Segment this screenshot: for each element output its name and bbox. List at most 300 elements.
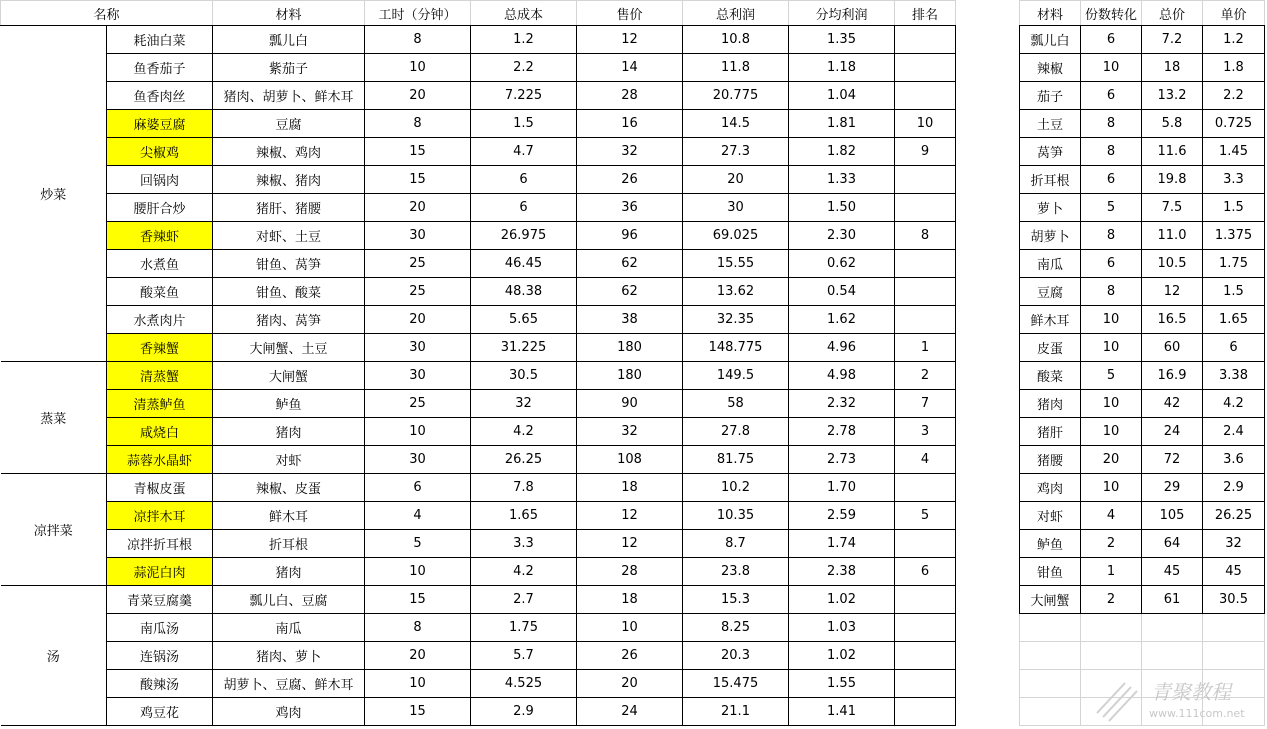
rank-cell[interactable]: 9: [895, 138, 956, 166]
avg-profit-cell[interactable]: 1.03: [789, 614, 895, 642]
portion-cell[interactable]: 10: [1081, 334, 1142, 362]
dish-name-cell[interactable]: 咸烧白: [107, 418, 213, 446]
portion-cell[interactable]: 10: [1081, 54, 1142, 82]
empty-cell[interactable]: [1081, 698, 1142, 726]
time-cell[interactable]: 10: [365, 418, 471, 446]
cost-cell[interactable]: 2.2: [471, 54, 577, 82]
price-cell[interactable]: 10: [577, 614, 683, 642]
empty-cell[interactable]: [1020, 698, 1081, 726]
total-price-cell[interactable]: 7.5: [1142, 194, 1203, 222]
avg-profit-cell[interactable]: 1.02: [789, 586, 895, 614]
category-cell[interactable]: 炒菜: [1, 26, 107, 362]
cost-cell[interactable]: 26.975: [471, 222, 577, 250]
materials-cell[interactable]: 对虾、土豆: [213, 222, 365, 250]
unit-price-cell[interactable]: 1.8: [1203, 54, 1265, 82]
unit-price-cell[interactable]: 3.3: [1203, 166, 1265, 194]
ingredient-cell[interactable]: 鲜木耳: [1020, 306, 1081, 334]
total-price-cell[interactable]: 10.5: [1142, 250, 1203, 278]
price-cell[interactable]: 180: [577, 362, 683, 390]
price-cell[interactable]: 32: [577, 138, 683, 166]
materials-cell[interactable]: 辣椒、猪肉: [213, 166, 365, 194]
rank-cell[interactable]: 4: [895, 446, 956, 474]
profit-cell[interactable]: 10.35: [683, 502, 789, 530]
price-cell[interactable]: 62: [577, 278, 683, 306]
column-header[interactable]: 材料: [213, 1, 365, 26]
time-cell[interactable]: 20: [365, 194, 471, 222]
total-price-cell[interactable]: 16.5: [1142, 306, 1203, 334]
ingredient-cell[interactable]: 茄子: [1020, 82, 1081, 110]
empty-cell[interactable]: [1081, 642, 1142, 670]
avg-profit-cell[interactable]: 1.41: [789, 698, 895, 726]
dish-name-cell[interactable]: 香辣蟹: [107, 334, 213, 362]
rank-cell[interactable]: 3: [895, 418, 956, 446]
column-header[interactable]: 份数转化: [1081, 1, 1142, 26]
dish-name-cell[interactable]: 鱼香茄子: [107, 54, 213, 82]
rank-cell[interactable]: [895, 474, 956, 502]
avg-profit-cell[interactable]: 1.55: [789, 670, 895, 698]
ingredient-cell[interactable]: 萝卜: [1020, 194, 1081, 222]
price-cell[interactable]: 32: [577, 418, 683, 446]
avg-profit-cell[interactable]: 1.50: [789, 194, 895, 222]
price-cell[interactable]: 12: [577, 502, 683, 530]
time-cell[interactable]: 10: [365, 670, 471, 698]
portion-cell[interactable]: 1: [1081, 558, 1142, 586]
dish-name-cell[interactable]: 蒜泥白肉: [107, 558, 213, 586]
unit-price-cell[interactable]: 32: [1203, 530, 1265, 558]
profit-cell[interactable]: 30: [683, 194, 789, 222]
dish-name-cell[interactable]: 水煮肉片: [107, 306, 213, 334]
dish-name-cell[interactable]: 耗油白菜: [107, 26, 213, 54]
profit-cell[interactable]: 32.35: [683, 306, 789, 334]
profit-cell[interactable]: 15.475: [683, 670, 789, 698]
avg-profit-cell[interactable]: 0.62: [789, 250, 895, 278]
rank-cell[interactable]: [895, 26, 956, 54]
price-cell[interactable]: 90: [577, 390, 683, 418]
cost-cell[interactable]: 26.25: [471, 446, 577, 474]
avg-profit-cell[interactable]: 1.74: [789, 530, 895, 558]
empty-cell[interactable]: [1142, 670, 1203, 698]
materials-cell[interactable]: 胡萝卜、豆腐、鲜木耳: [213, 670, 365, 698]
cost-cell[interactable]: 1.75: [471, 614, 577, 642]
materials-cell[interactable]: 辣椒、鸡肉: [213, 138, 365, 166]
portion-cell[interactable]: 6: [1081, 82, 1142, 110]
column-header[interactable]: 单价: [1203, 1, 1265, 26]
ingredient-cell[interactable]: 猪腰: [1020, 446, 1081, 474]
cost-cell[interactable]: 2.7: [471, 586, 577, 614]
cost-cell[interactable]: 4.525: [471, 670, 577, 698]
cost-cell[interactable]: 4.2: [471, 558, 577, 586]
profit-cell[interactable]: 14.5: [683, 110, 789, 138]
empty-cell[interactable]: [1203, 698, 1265, 726]
portion-cell[interactable]: 6: [1081, 250, 1142, 278]
time-cell[interactable]: 15: [365, 586, 471, 614]
time-cell[interactable]: 30: [365, 334, 471, 362]
profit-cell[interactable]: 20.3: [683, 642, 789, 670]
unit-price-cell[interactable]: 3.6: [1203, 446, 1265, 474]
profit-cell[interactable]: 15.3: [683, 586, 789, 614]
profit-cell[interactable]: 27.3: [683, 138, 789, 166]
price-cell[interactable]: 26: [577, 642, 683, 670]
materials-cell[interactable]: 猪肝、猪腰: [213, 194, 365, 222]
materials-cell[interactable]: 瓢儿白: [213, 26, 365, 54]
empty-cell[interactable]: [1203, 614, 1265, 642]
avg-profit-cell[interactable]: 2.32: [789, 390, 895, 418]
empty-cell[interactable]: [1020, 642, 1081, 670]
cost-cell[interactable]: 1.5: [471, 110, 577, 138]
time-cell[interactable]: 8: [365, 614, 471, 642]
dish-name-cell[interactable]: 连锅汤: [107, 642, 213, 670]
price-cell[interactable]: 28: [577, 558, 683, 586]
materials-cell[interactable]: 猪肉、胡萝卜、鲜木耳: [213, 82, 365, 110]
materials-cell[interactable]: 豆腐: [213, 110, 365, 138]
time-cell[interactable]: 10: [365, 54, 471, 82]
materials-cell[interactable]: 猪肉: [213, 418, 365, 446]
category-cell[interactable]: 汤: [1, 586, 107, 726]
materials-cell[interactable]: 鸡肉: [213, 698, 365, 726]
unit-price-cell[interactable]: 45: [1203, 558, 1265, 586]
cost-cell[interactable]: 4.2: [471, 418, 577, 446]
total-price-cell[interactable]: 61: [1142, 586, 1203, 614]
unit-price-cell[interactable]: 2.4: [1203, 418, 1265, 446]
profit-cell[interactable]: 15.55: [683, 250, 789, 278]
ingredient-cell[interactable]: 钳鱼: [1020, 558, 1081, 586]
avg-profit-cell[interactable]: 1.70: [789, 474, 895, 502]
materials-cell[interactable]: 鲈鱼: [213, 390, 365, 418]
total-price-cell[interactable]: 18: [1142, 54, 1203, 82]
column-header[interactable]: 分均利润: [789, 1, 895, 26]
price-cell[interactable]: 28: [577, 82, 683, 110]
dish-name-cell[interactable]: 清蒸蟹: [107, 362, 213, 390]
profit-cell[interactable]: 148.775: [683, 334, 789, 362]
dish-name-cell[interactable]: 水煮鱼: [107, 250, 213, 278]
avg-profit-cell[interactable]: 1.02: [789, 642, 895, 670]
total-price-cell[interactable]: 7.2: [1142, 26, 1203, 54]
time-cell[interactable]: 25: [365, 250, 471, 278]
portion-cell[interactable]: 6: [1081, 166, 1142, 194]
rank-cell[interactable]: [895, 670, 956, 698]
materials-cell[interactable]: 大闸蟹、土豆: [213, 334, 365, 362]
empty-cell[interactable]: [1142, 614, 1203, 642]
column-header[interactable]: 材料: [1020, 1, 1081, 26]
ingredient-cell[interactable]: 皮蛋: [1020, 334, 1081, 362]
materials-cell[interactable]: 鲜木耳: [213, 502, 365, 530]
profit-cell[interactable]: 11.8: [683, 54, 789, 82]
rank-cell[interactable]: [895, 586, 956, 614]
rank-cell[interactable]: [895, 278, 956, 306]
rank-cell[interactable]: [895, 194, 956, 222]
dish-name-cell[interactable]: 蒜蓉水晶虾: [107, 446, 213, 474]
rank-cell[interactable]: [895, 642, 956, 670]
total-price-cell[interactable]: 11.6: [1142, 138, 1203, 166]
total-price-cell[interactable]: 19.8: [1142, 166, 1203, 194]
price-cell[interactable]: 96: [577, 222, 683, 250]
dish-name-cell[interactable]: 尖椒鸡: [107, 138, 213, 166]
total-price-cell[interactable]: 24: [1142, 418, 1203, 446]
portion-cell[interactable]: 8: [1081, 278, 1142, 306]
rank-cell[interactable]: [895, 250, 956, 278]
materials-cell[interactable]: 瓢儿白、豆腐: [213, 586, 365, 614]
rank-cell[interactable]: [895, 530, 956, 558]
total-price-cell[interactable]: 12: [1142, 278, 1203, 306]
dish-name-cell[interactable]: 香辣虾: [107, 222, 213, 250]
portion-cell[interactable]: 6: [1081, 26, 1142, 54]
dish-name-cell[interactable]: 青椒皮蛋: [107, 474, 213, 502]
avg-profit-cell[interactable]: 1.33: [789, 166, 895, 194]
empty-cell[interactable]: [1203, 670, 1265, 698]
dish-name-cell[interactable]: 酸菜鱼: [107, 278, 213, 306]
materials-cell[interactable]: 钳鱼、莴笋: [213, 250, 365, 278]
cost-cell[interactable]: 46.45: [471, 250, 577, 278]
dish-name-cell[interactable]: 鸡豆花: [107, 698, 213, 726]
materials-cell[interactable]: 猪肉、萝卜: [213, 642, 365, 670]
total-price-cell[interactable]: 60: [1142, 334, 1203, 362]
ingredient-cell[interactable]: 猪肝: [1020, 418, 1081, 446]
avg-profit-cell[interactable]: 4.96: [789, 334, 895, 362]
materials-cell[interactable]: 猪肉、莴笋: [213, 306, 365, 334]
profit-cell[interactable]: 27.8: [683, 418, 789, 446]
column-header[interactable]: 总价: [1142, 1, 1203, 26]
unit-price-cell[interactable]: 2.9: [1203, 474, 1265, 502]
portion-cell[interactable]: 2: [1081, 530, 1142, 558]
time-cell[interactable]: 30: [365, 222, 471, 250]
profit-cell[interactable]: 149.5: [683, 362, 789, 390]
ingredient-cell[interactable]: 莴笋: [1020, 138, 1081, 166]
unit-price-cell[interactable]: 26.25: [1203, 502, 1265, 530]
column-header[interactable]: 工时（分钟）: [365, 1, 471, 26]
cost-cell[interactable]: 7.8: [471, 474, 577, 502]
price-cell[interactable]: 180: [577, 334, 683, 362]
avg-profit-cell[interactable]: 1.62: [789, 306, 895, 334]
rank-cell[interactable]: 2: [895, 362, 956, 390]
rank-cell[interactable]: [895, 698, 956, 726]
ingredient-cell[interactable]: 酸菜: [1020, 362, 1081, 390]
ingredient-cell[interactable]: 胡萝卜: [1020, 222, 1081, 250]
dish-name-cell[interactable]: 回锅肉: [107, 166, 213, 194]
dish-name-cell[interactable]: 麻婆豆腐: [107, 110, 213, 138]
portion-cell[interactable]: 20: [1081, 446, 1142, 474]
portion-cell[interactable]: 4: [1081, 502, 1142, 530]
price-cell[interactable]: 18: [577, 474, 683, 502]
price-cell[interactable]: 38: [577, 306, 683, 334]
time-cell[interactable]: 25: [365, 390, 471, 418]
cost-cell[interactable]: 5.7: [471, 642, 577, 670]
rank-cell[interactable]: [895, 82, 956, 110]
materials-cell[interactable]: 辣椒、皮蛋: [213, 474, 365, 502]
time-cell[interactable]: 15: [365, 166, 471, 194]
portion-cell[interactable]: 10: [1081, 474, 1142, 502]
avg-profit-cell[interactable]: 4.98: [789, 362, 895, 390]
empty-cell[interactable]: [1142, 698, 1203, 726]
unit-price-cell[interactable]: 0.725: [1203, 110, 1265, 138]
ingredient-cell[interactable]: 南瓜: [1020, 250, 1081, 278]
avg-profit-cell[interactable]: 2.78: [789, 418, 895, 446]
price-cell[interactable]: 108: [577, 446, 683, 474]
materials-cell[interactable]: 南瓜: [213, 614, 365, 642]
materials-cell[interactable]: 大闸蟹: [213, 362, 365, 390]
portion-cell[interactable]: 8: [1081, 110, 1142, 138]
rank-cell[interactable]: 7: [895, 390, 956, 418]
unit-price-cell[interactable]: 1.75: [1203, 250, 1265, 278]
dish-name-cell[interactable]: 酸辣汤: [107, 670, 213, 698]
cost-cell[interactable]: 6: [471, 166, 577, 194]
cost-cell[interactable]: 30.5: [471, 362, 577, 390]
total-price-cell[interactable]: 5.8: [1142, 110, 1203, 138]
total-price-cell[interactable]: 64: [1142, 530, 1203, 558]
dish-name-cell[interactable]: 腰肝合炒: [107, 194, 213, 222]
dish-name-cell[interactable]: 清蒸鲈鱼: [107, 390, 213, 418]
profit-cell[interactable]: 69.025: [683, 222, 789, 250]
avg-profit-cell[interactable]: 0.54: [789, 278, 895, 306]
total-price-cell[interactable]: 45: [1142, 558, 1203, 586]
empty-cell[interactable]: [1203, 642, 1265, 670]
cost-cell[interactable]: 32: [471, 390, 577, 418]
column-header[interactable]: 名称: [1, 1, 213, 26]
time-cell[interactable]: 6: [365, 474, 471, 502]
price-cell[interactable]: 24: [577, 698, 683, 726]
price-cell[interactable]: 20: [577, 670, 683, 698]
rank-cell[interactable]: 5: [895, 502, 956, 530]
empty-cell[interactable]: [1081, 614, 1142, 642]
rank-cell[interactable]: [895, 614, 956, 642]
avg-profit-cell[interactable]: 2.30: [789, 222, 895, 250]
price-cell[interactable]: 14: [577, 54, 683, 82]
total-price-cell[interactable]: 42: [1142, 390, 1203, 418]
time-cell[interactable]: 30: [365, 446, 471, 474]
price-cell[interactable]: 12: [577, 26, 683, 54]
cost-cell[interactable]: 6: [471, 194, 577, 222]
time-cell[interactable]: 20: [365, 306, 471, 334]
profit-cell[interactable]: 81.75: [683, 446, 789, 474]
profit-cell[interactable]: 20.775: [683, 82, 789, 110]
time-cell[interactable]: 15: [365, 698, 471, 726]
profit-cell[interactable]: 10.2: [683, 474, 789, 502]
ingredient-cell[interactable]: 大闸蟹: [1020, 586, 1081, 614]
ingredient-cell[interactable]: 折耳根: [1020, 166, 1081, 194]
avg-profit-cell[interactable]: 2.38: [789, 558, 895, 586]
portion-cell[interactable]: 10: [1081, 418, 1142, 446]
profit-cell[interactable]: 8.25: [683, 614, 789, 642]
empty-cell[interactable]: [1020, 670, 1081, 698]
profit-cell[interactable]: 23.8: [683, 558, 789, 586]
rank-cell[interactable]: [895, 54, 956, 82]
price-cell[interactable]: 16: [577, 110, 683, 138]
total-price-cell[interactable]: 13.2: [1142, 82, 1203, 110]
total-price-cell[interactable]: 16.9: [1142, 362, 1203, 390]
time-cell[interactable]: 25: [365, 278, 471, 306]
rank-cell[interactable]: 10: [895, 110, 956, 138]
profit-cell[interactable]: 13.62: [683, 278, 789, 306]
portion-cell[interactable]: 8: [1081, 138, 1142, 166]
time-cell[interactable]: 8: [365, 110, 471, 138]
unit-price-cell[interactable]: 1.5: [1203, 194, 1265, 222]
cost-cell[interactable]: 4.7: [471, 138, 577, 166]
dish-name-cell[interactable]: 凉拌木耳: [107, 502, 213, 530]
price-cell[interactable]: 62: [577, 250, 683, 278]
profit-cell[interactable]: 58: [683, 390, 789, 418]
price-cell[interactable]: 36: [577, 194, 683, 222]
materials-cell[interactable]: 钳鱼、酸菜: [213, 278, 365, 306]
total-price-cell[interactable]: 11.0: [1142, 222, 1203, 250]
avg-profit-cell[interactable]: 1.82: [789, 138, 895, 166]
unit-price-cell[interactable]: 6: [1203, 334, 1265, 362]
ingredient-cell[interactable]: 鸡肉: [1020, 474, 1081, 502]
cost-cell[interactable]: 5.65: [471, 306, 577, 334]
category-cell[interactable]: 蒸菜: [1, 362, 107, 474]
ingredient-cell[interactable]: 土豆: [1020, 110, 1081, 138]
time-cell[interactable]: 20: [365, 642, 471, 670]
portion-cell[interactable]: 10: [1081, 390, 1142, 418]
unit-price-cell[interactable]: 3.38: [1203, 362, 1265, 390]
total-price-cell[interactable]: 72: [1142, 446, 1203, 474]
avg-profit-cell[interactable]: 2.73: [789, 446, 895, 474]
profit-cell[interactable]: 8.7: [683, 530, 789, 558]
profit-cell[interactable]: 21.1: [683, 698, 789, 726]
dish-name-cell[interactable]: 凉拌折耳根: [107, 530, 213, 558]
empty-cell[interactable]: [1142, 642, 1203, 670]
column-header[interactable]: 总利润: [683, 1, 789, 26]
empty-cell[interactable]: [1020, 614, 1081, 642]
ingredient-cell[interactable]: 辣椒: [1020, 54, 1081, 82]
portion-cell[interactable]: 8: [1081, 222, 1142, 250]
unit-price-cell[interactable]: 1.5: [1203, 278, 1265, 306]
unit-price-cell[interactable]: 2.2: [1203, 82, 1265, 110]
unit-price-cell[interactable]: 1.65: [1203, 306, 1265, 334]
avg-profit-cell[interactable]: 1.18: [789, 54, 895, 82]
price-cell[interactable]: 18: [577, 586, 683, 614]
cost-cell[interactable]: 2.9: [471, 698, 577, 726]
profit-cell[interactable]: 10.8: [683, 26, 789, 54]
portion-cell[interactable]: 5: [1081, 362, 1142, 390]
ingredient-cell[interactable]: 猪肉: [1020, 390, 1081, 418]
cost-cell[interactable]: 48.38: [471, 278, 577, 306]
empty-cell[interactable]: [1081, 670, 1142, 698]
materials-cell[interactable]: 对虾: [213, 446, 365, 474]
cost-cell[interactable]: 3.3: [471, 530, 577, 558]
cost-cell[interactable]: 7.225: [471, 82, 577, 110]
total-price-cell[interactable]: 105: [1142, 502, 1203, 530]
dish-name-cell[interactable]: 南瓜汤: [107, 614, 213, 642]
avg-profit-cell[interactable]: 2.59: [789, 502, 895, 530]
time-cell[interactable]: 8: [365, 26, 471, 54]
price-cell[interactable]: 12: [577, 530, 683, 558]
time-cell[interactable]: 20: [365, 82, 471, 110]
unit-price-cell[interactable]: 4.2: [1203, 390, 1265, 418]
portion-cell[interactable]: 5: [1081, 194, 1142, 222]
unit-price-cell[interactable]: 1.375: [1203, 222, 1265, 250]
unit-price-cell[interactable]: 1.2: [1203, 26, 1265, 54]
dish-name-cell[interactable]: 青菜豆腐羹: [107, 586, 213, 614]
rank-cell[interactable]: [895, 306, 956, 334]
rank-cell[interactable]: 8: [895, 222, 956, 250]
ingredient-cell[interactable]: 瓢儿白: [1020, 26, 1081, 54]
column-header[interactable]: 总成本: [471, 1, 577, 26]
time-cell[interactable]: 10: [365, 558, 471, 586]
price-cell[interactable]: 26: [577, 166, 683, 194]
rank-cell[interactable]: [895, 166, 956, 194]
total-price-cell[interactable]: 29: [1142, 474, 1203, 502]
column-header[interactable]: 售价: [577, 1, 683, 26]
category-cell[interactable]: 凉拌菜: [1, 474, 107, 586]
ingredient-cell[interactable]: 豆腐: [1020, 278, 1081, 306]
avg-profit-cell[interactable]: 1.35: [789, 26, 895, 54]
materials-cell[interactable]: 紫茄子: [213, 54, 365, 82]
cost-cell[interactable]: 1.65: [471, 502, 577, 530]
portion-cell[interactable]: 2: [1081, 586, 1142, 614]
rank-cell[interactable]: 6: [895, 558, 956, 586]
unit-price-cell[interactable]: 30.5: [1203, 586, 1265, 614]
profit-cell[interactable]: 20: [683, 166, 789, 194]
time-cell[interactable]: 15: [365, 138, 471, 166]
